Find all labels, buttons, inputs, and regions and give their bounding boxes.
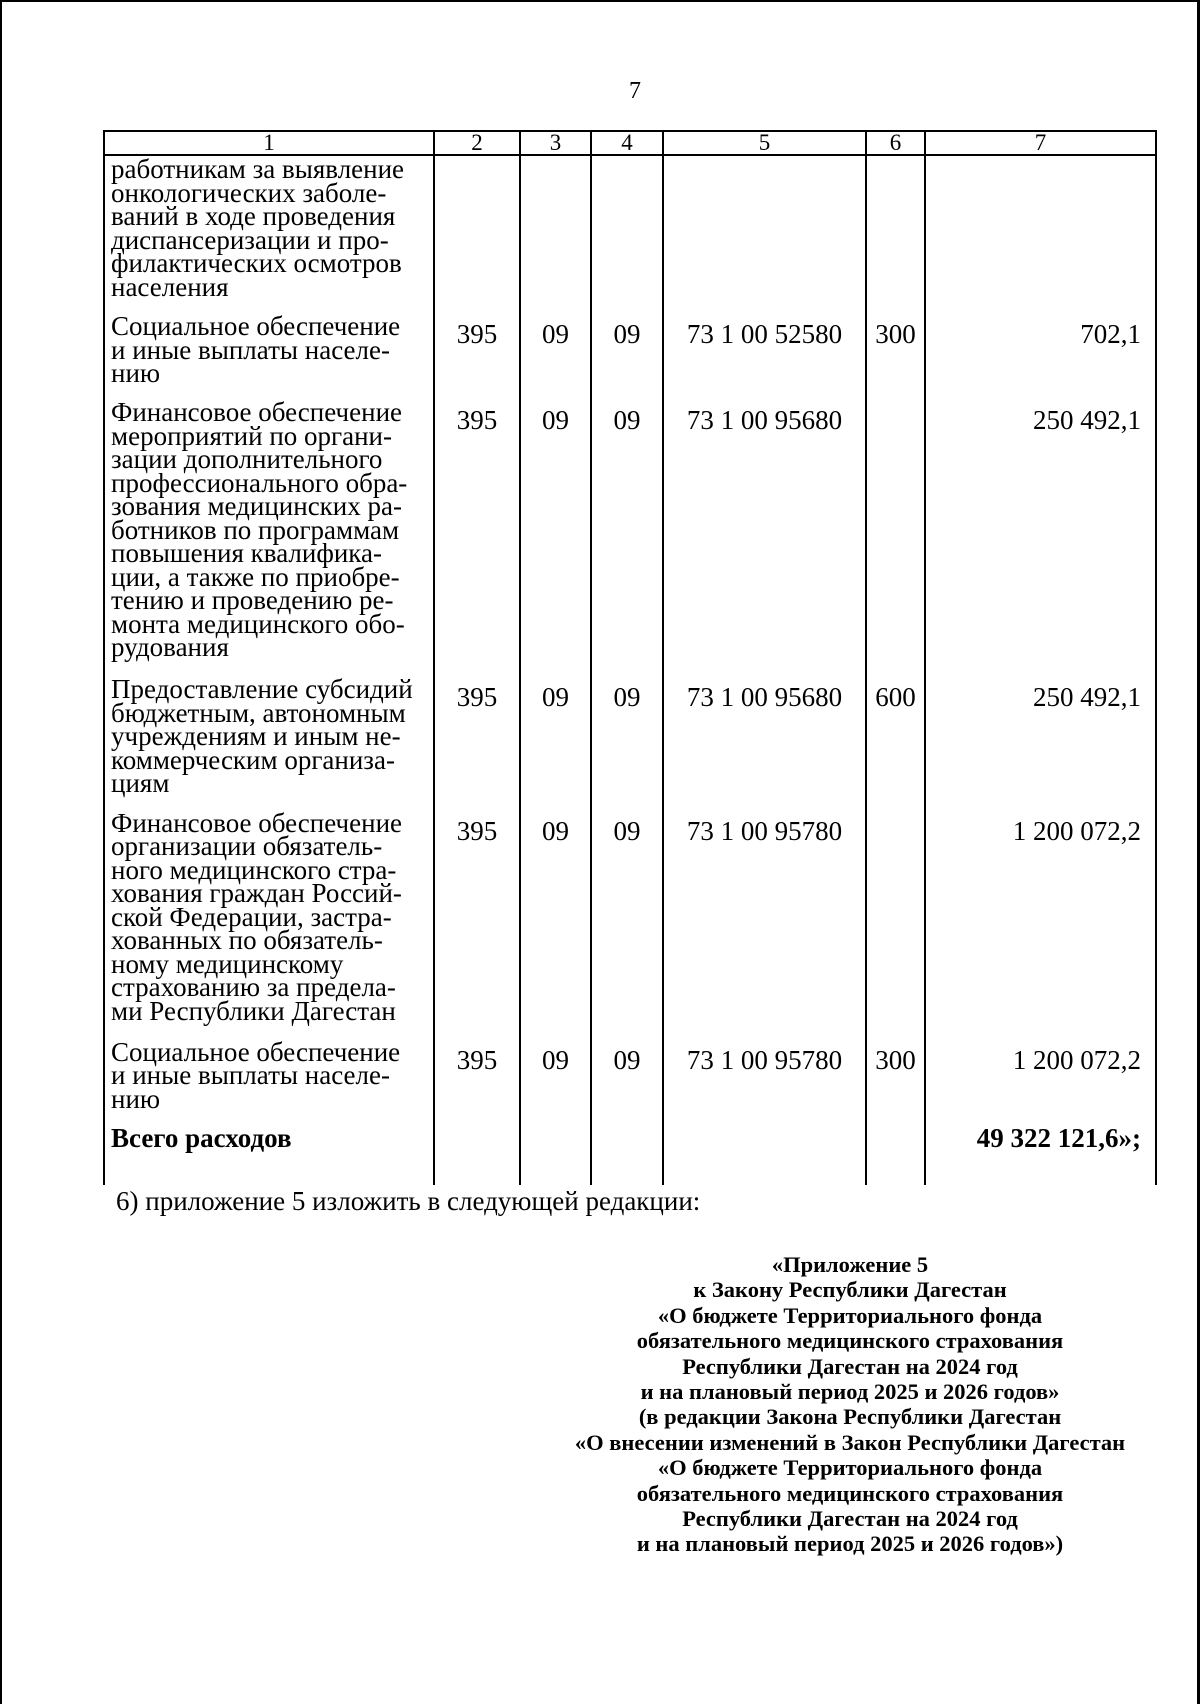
row-name-line: ции, а также по приобре- (111, 561, 400, 592)
expense-type-code: 300 (866, 309, 925, 395)
row-name-line: хованных по обязатель- (111, 925, 383, 956)
section-code: 09 (520, 672, 591, 806)
column-header: 4 (591, 131, 663, 155)
section-code (520, 155, 591, 309)
scan-edge-left (0, 0, 2, 1704)
row-sum: 1 200 072,2 (925, 806, 1156, 1035)
row-name-line: коммерческим организа- (111, 744, 395, 775)
row-name-line: зования медицинских ра- (111, 491, 402, 522)
grbs-code (434, 155, 520, 309)
appendix-header-line: (в редакции Закона Республики Дагестан (638, 1404, 1062, 1430)
row-name-line: учреждениям и иным не- (111, 721, 401, 752)
row-name-line: ному медицинскому (111, 948, 344, 979)
target-article-code: 73 1 00 95680 (663, 395, 866, 672)
row-name-line: зации дополнительного (111, 444, 383, 475)
table-row (104, 806, 1156, 1035)
row-name-line: работникам за выявление (111, 154, 405, 184)
row-name-line: повышения квалифика- (111, 538, 382, 569)
row-name-line: тению и проведению ре- (111, 585, 394, 616)
appendix-header-line: и на плановый период 2025 и 2026 годов») (636, 1531, 1064, 1557)
row-name-line: диспансеризации и про- (111, 224, 389, 255)
row-sum: 702,1 (925, 309, 1156, 395)
row-name-line: нию (111, 358, 161, 389)
table-row (104, 1035, 1156, 1121)
column-header: 2 (434, 131, 520, 155)
row-name (104, 1035, 434, 1121)
row-name-line: Финансовое обеспечение (111, 807, 403, 838)
row-name-line: хования граждан Россий- (111, 878, 402, 909)
row-name-line: и иные выплаты населе- (111, 1060, 390, 1091)
row-name-line: страхованию за предела- (111, 972, 396, 1003)
expense-type-code: 600 (866, 672, 925, 806)
grbs-code: 395 (434, 806, 520, 1035)
row-name-line: нию (111, 1083, 161, 1114)
target-article-code: 73 1 00 52580 (663, 309, 866, 395)
appendix-header-line: «О внесении изменений в Закон Республики Дагестан (574, 1429, 1126, 1455)
row-name-line: профессионального обра- (111, 467, 408, 498)
budget-table (103, 130, 1157, 1185)
row-name-line: монта медицинского обо- (111, 608, 405, 639)
appendix-header (540, 1252, 1160, 1557)
row-name-line: организации обязатель- (111, 831, 383, 862)
row-name-line: онкологических заболе- (111, 177, 387, 208)
row-name-line: рудования (111, 632, 229, 663)
total-label: Всего расходов (104, 1121, 434, 1159)
row-sum: 250 492,1 (925, 672, 1156, 806)
grbs-code: 395 (434, 309, 520, 395)
section-code: 09 (520, 1035, 591, 1121)
expense-type-code: 300 (866, 1035, 925, 1121)
column-header: 1 (104, 131, 434, 155)
row-sum: 250 492,1 (925, 395, 1156, 672)
row-name-line: ми Республики Дагестан (111, 995, 396, 1026)
row-name-line: Финансовое обеспечение (111, 397, 403, 428)
column-header: 3 (520, 131, 591, 155)
appendix-header-line: обязательного медицинского страхования (636, 1480, 1064, 1506)
table-row (104, 672, 1156, 806)
row-name-line: ного медицинского стра- (111, 854, 397, 885)
row-name-line: населения (111, 271, 229, 302)
target-article-code: 73 1 00 95780 (663, 1035, 866, 1121)
total-sum: 49 322 121,6»; (925, 1121, 1156, 1159)
table-body (104, 155, 1156, 1185)
row-name-line: ской Федерации, застра- (111, 901, 392, 932)
grbs-code: 395 (434, 1035, 520, 1121)
row-name (104, 672, 434, 806)
expense-type-code (866, 806, 925, 1035)
row-sum (925, 155, 1156, 309)
row-name-line: Социальное обеспечение (111, 1036, 401, 1067)
row-name-line: мероприятий по органи- (111, 420, 392, 451)
target-article-code: 73 1 00 95680 (663, 672, 866, 806)
target-article-code: 73 1 00 95780 (663, 806, 866, 1035)
table-total-row (104, 1121, 1156, 1159)
subsection-code: 09 (591, 395, 663, 672)
appendix-header-line: и на плановый период 2025 и 2026 годов» (640, 1379, 1060, 1405)
column-header: 6 (866, 131, 925, 155)
row-name (104, 395, 434, 672)
row-name (104, 155, 434, 309)
row-name-line: ботников по программам (111, 514, 400, 545)
row-name-line: и иные выплаты населе- (111, 334, 390, 365)
budget-table-wrapper (103, 130, 1155, 1185)
row-name-line: бюджетным, автономным (111, 697, 406, 728)
row-sum: 1 200 072,2 (925, 1035, 1156, 1121)
expense-type-code (866, 395, 925, 672)
row-name-line: филактических осмотров (111, 248, 402, 278)
subsection-code (591, 155, 663, 309)
appendix-header-line: к Закону Республики Дагестан (693, 1277, 1007, 1303)
subsection-code: 09 (591, 309, 663, 395)
scan-edge-top (0, 0, 1200, 2)
row-name (104, 806, 434, 1035)
column-header: 5 (663, 131, 866, 155)
row-name-line: Предоставление субсидий (111, 674, 413, 705)
appendix-header-line: Республики Дагестан на 2024 год (682, 1353, 1018, 1379)
section-code: 09 (520, 395, 591, 672)
grbs-code: 395 (434, 672, 520, 806)
row-name (104, 309, 434, 395)
subsection-code: 09 (591, 1035, 663, 1121)
table-row (104, 309, 1156, 395)
table-row (104, 155, 1156, 309)
instruction-text: 6) приложение 5 изложить в следующей редакции: (116, 1186, 701, 1216)
section-code: 09 (520, 309, 591, 395)
column-header: 7 (925, 131, 1156, 155)
expense-type-code (866, 155, 925, 309)
row-name-line: циям (111, 768, 170, 799)
appendix-header-line: обязательного медицинского страхования (636, 1328, 1064, 1354)
page-number: 7 (629, 78, 641, 104)
appendix-header-line: Республики Дагестан на 2024 год (682, 1506, 1018, 1532)
appendix-header-line: «О бюджете Территориального фонда (657, 1302, 1043, 1328)
appendix-header-line: «О бюджете Территориального фонда (657, 1455, 1043, 1481)
row-name-line: ваний в ходе проведения (111, 201, 396, 231)
table-row (104, 395, 1156, 672)
subsection-code: 09 (591, 672, 663, 806)
grbs-code: 395 (434, 395, 520, 672)
target-article-code (663, 155, 866, 309)
subsection-code: 09 (591, 806, 663, 1035)
row-name-line: Социальное обеспечение (111, 311, 401, 342)
appendix-header-line: «Приложение 5 (771, 1252, 929, 1277)
table-filler-row (104, 1159, 1156, 1185)
section-code: 09 (520, 806, 591, 1035)
table-header-row (104, 131, 1156, 155)
